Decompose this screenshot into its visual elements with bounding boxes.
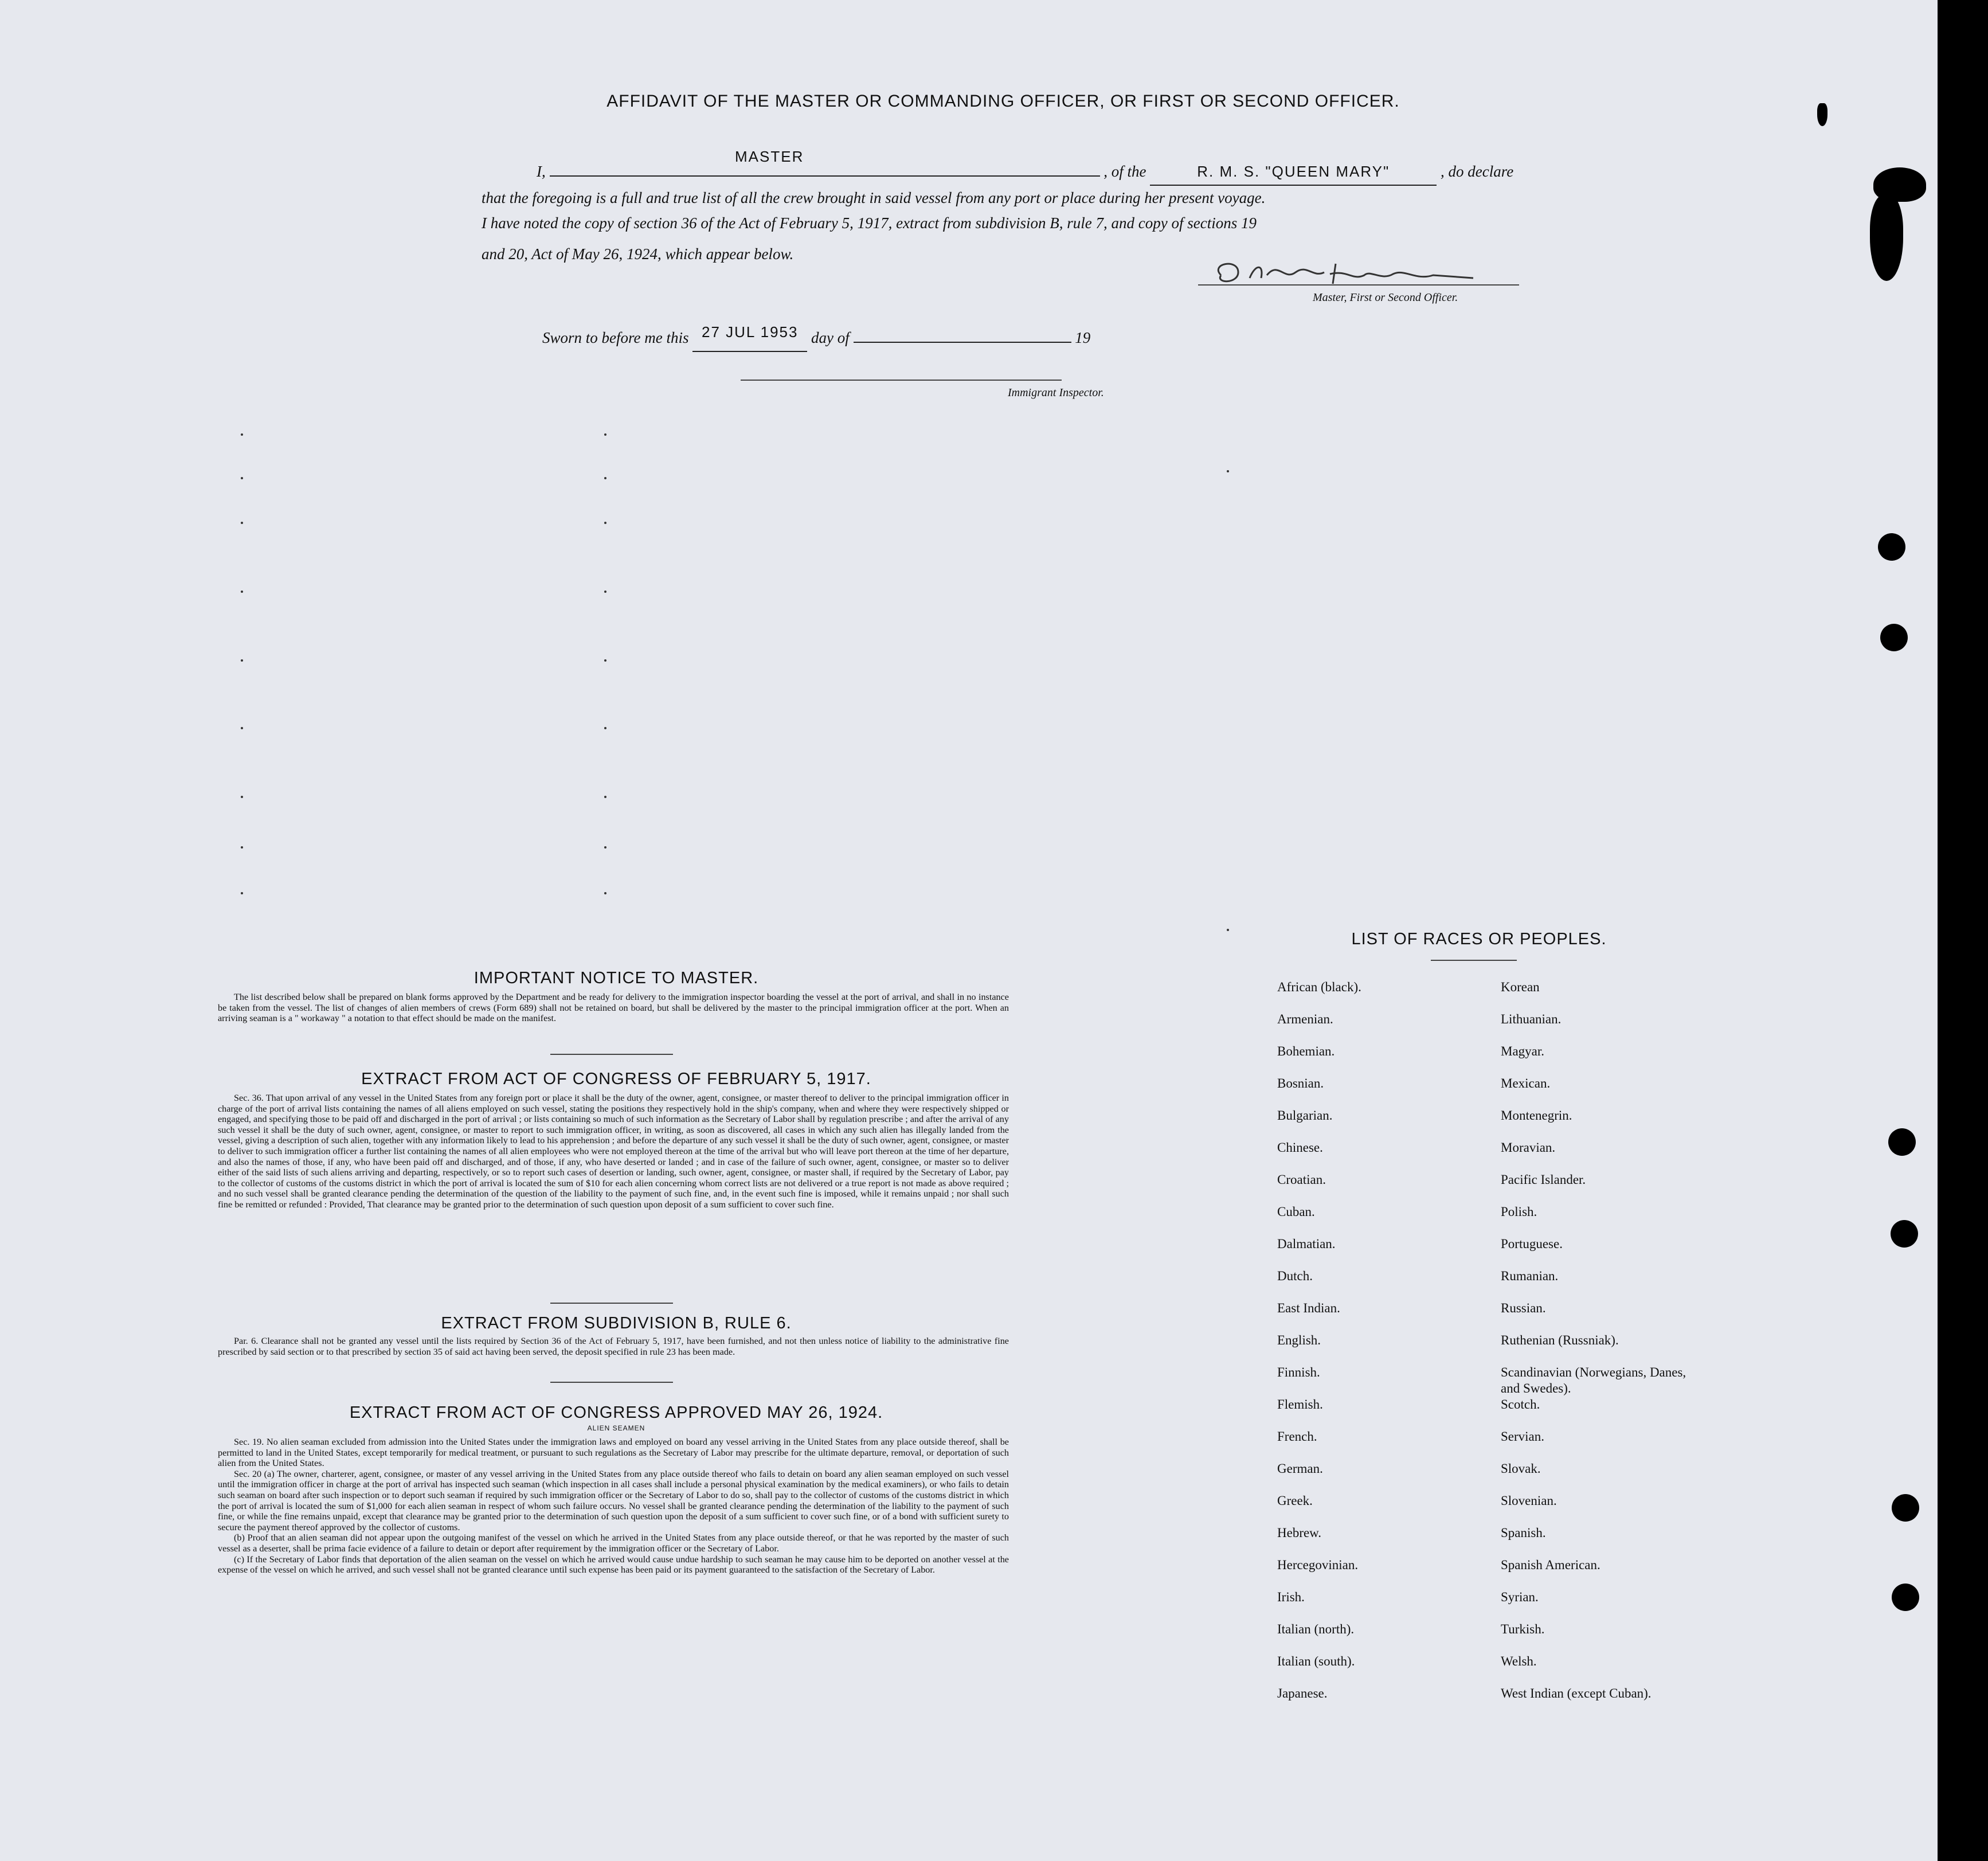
race-item: Cuban. (1277, 1205, 1315, 1219)
sec19: Sec. 19. No alien seaman excluded from admission into the United States under the immigration laws and employed on board any vessel arriving in the United States from any place outside thereof, shall be permitted to land in the United States, except temporarily for medical treatment, or pursuant to such regulations as the Secretary of Labor may prescribe for the ultimate departure, removal, or deportation of such alien from the United States. (218, 1437, 1009, 1469)
race-item: Armenian. (1277, 1012, 1333, 1026)
month-blank (854, 342, 1071, 343)
day-of-text: day of (811, 329, 850, 346)
guide-dot (241, 433, 243, 436)
inspector-line (741, 380, 1062, 381)
race-item: Montenegrin. (1501, 1108, 1572, 1123)
signature (1198, 252, 1519, 292)
extract-1917-body: Sec. 36. That upon arrival of any vessel in the United States from any foreign port or place it shall be the duty of the owner, agent, consignee, or master thereof to deliver to the principal immigration officer in charge of the port of arrival lists containing the names of all aliens employed on such vessel, stating the positions they respectively hold in the ship's company, when and where they were respectively shipped or engaged, and specifying those to be paid off and discharged in the port of arrival ; or lists containing so much of such information as the Secretary of Labor shall by regulation prescribe ; and after the arrival of any such vessel it shall be the duty of such owner, agent, consignee, or master to report to such immigration officer, in writing, as soon as discovered, all cases in which any such alien has illegally landed from the vessel, giving a description of such alien, together with any information likely to lead to his apprehension ; and before the departure of any such vessel it shall be the duty of such owner, agent, consignee, or master to deliver to such immigration officer a further list containing the names of all alien employees who were not employed thereon at the time of the arrival but who will leave port thereon at the time of her departure, and also the names of those, if any, who have been paid off and discharged, and of those, if any, who have deserted or landed ; and in case of the failure of such owner, agent, consignee, or master so to deliver either of the said lists of such aliens arriving and departing, respectively, or so to report such cases of desertion or landing, such owner, agent, consignee, or master shall, if required by the Secretary of Labor, pay to the collector of customs of the customs district in which the port of arrival is located the sum of $10 for each alien concerning whom correct lists are not delivered or a true report is not made as above required ; and no such vessel shall be granted clearance pending the determination of the question of the liability to the payment of such fine, and, in the event such fine is imposed, while it remains unpaid ; nor shall such fine be remitted or refunded : Provided, That clearance may be granted prior to the determination of such question upon deposit of a sum sufficient to cover such fine. (218, 1093, 1009, 1210)
race-item: Japanese. (1277, 1686, 1328, 1700)
race-item: West Indian (except Cuban). (1501, 1686, 1652, 1700)
word-of-the: , of the (1103, 163, 1146, 180)
guide-dot (241, 477, 243, 479)
race-item: Bulgarian. (1277, 1108, 1333, 1123)
sec20b: (b) Proof that an alien seaman did not appear upon the outgoing manifest of the vessel on which he arrived in the United States from any place outside thereof, or that he was reported by the master of such vessel as a deserter, shall be prima facie evidence of a failure to detain or deport after requirement by the immigration officer or the Secretary of Labor. (218, 1532, 1009, 1554)
declaration-line-2: that the foregoing is a full and true list of all the crew brought in said vessel from any port or place during her present voyage. (482, 189, 1266, 206)
race-item: Spanish. (1501, 1526, 1546, 1540)
race-item: Chinese. (1277, 1140, 1323, 1155)
inspector-caption: Immigrant Inspector. (1008, 386, 1104, 399)
guide-dot (241, 591, 243, 593)
sec20c: (c) If the Secretary of Labor finds that deportation of the alien seaman on the vessel on which he arrived would cause undue hardship to such seaman he may cause him to be deported on another vessel at the expense of the vessel on which he arrived, and such vessel shall not be granted clearance until such expense has been paid or its payment guaranteed to the satisfaction of the Secretary of Labor. (218, 1554, 1009, 1575)
signature-caption: Master, First or Second Officer. (1313, 291, 1458, 304)
signature-line (1198, 284, 1519, 286)
vessel-blank (1150, 158, 1437, 186)
race-item: German. (1277, 1461, 1323, 1476)
race-item: Scotch. (1501, 1397, 1540, 1412)
divider (550, 1303, 673, 1304)
binder-hole (1888, 1128, 1916, 1156)
race-item: Russian. (1501, 1301, 1546, 1315)
word-do-declare: , do declare (1441, 163, 1514, 180)
declaration-line-4: and 20, Act of May 26, 1924, which appear below. (482, 245, 794, 263)
guide-dot (604, 522, 606, 524)
race-item: Mexican. (1501, 1076, 1551, 1090)
race-item: Magyar. (1501, 1044, 1545, 1058)
race-item: Italian (north). (1277, 1622, 1355, 1636)
declaration-line-3: I have noted the copy of section 36 of the Act of February 5, 1917, extract from subdivision B, rule 7, and copy of sections 19 (482, 214, 1257, 232)
race-item: Slovak. (1501, 1461, 1541, 1476)
race-item: Servian. (1501, 1429, 1545, 1444)
guide-dot (241, 892, 243, 894)
notice-body: The list described below shall be prepared on blank forms approved by the Department and be ready for delivery to the immigration inspector boarding the vessel at the port of arrival, and shall in no instance be taken from the vessel. The list of changes of alien members of crews (Form 689) shall not be retained on board, but shall be delivered by the master to the principal immigration officer at the port. When an arriving seaman is a " workaway " a notation to that effect should be made on the manifest. (218, 992, 1009, 1024)
race-item: Finnish. (1277, 1365, 1320, 1379)
sec20a: Sec. 20 (a) The owner, charterer, agent, consignee, or master of any vessel arriving in the United States from any place outside thereof who fails to detain on board any alien seaman employed on such vessel until the immigration officer in charge at the port of arrival has inspected such seaman (which inspection in all cases shall include a personal physical examination by the medical examiners), or who fails to detain such seaman on board after such inspection or to deport such seaman if required by such immigration officer or the Secretary of Labor to do so, shall pay to the collector of customs of the customs district in which the port of arrival is located the sum of $1,000 for each alien seaman in respect of whom such failure occurs. No vessel shall be granted clearance pending the determination of the liability to the payment of such fine, or while the fine remains unpaid, except that clearance may be granted prior to the determination of such question upon the deposit of a sum sufficient to cover such fine, or of a bond with sufficient surety to secure the payment thereof approved by the collector of customs. (218, 1468, 1009, 1532)
race-item: Scandinavian (Norwegians, Danes, and Swedes). (1501, 1365, 1686, 1395)
race-item: Korean (1501, 980, 1540, 994)
race-item: Slovenian. (1501, 1494, 1557, 1508)
extract-1924-title: EXTRACT FROM ACT OF CONGRESS APPROVED MAY 26, 1924. (349, 1403, 883, 1422)
word-i: I, (537, 163, 546, 180)
race-item: Welsh. (1501, 1654, 1537, 1668)
race-item: Hercegovinian. (1277, 1558, 1359, 1572)
race-item: Ruthenian (Russniak). (1501, 1333, 1619, 1347)
race-item: English. (1277, 1333, 1321, 1347)
guide-dot (604, 433, 606, 436)
race-item: Polish. (1501, 1205, 1537, 1219)
sworn-line (542, 324, 1090, 352)
affidavit-title: AFFIDAVIT OF THE MASTER OR COMMANDING OFFICER, OR FIRST OR SECOND OFFICER. (606, 92, 1400, 111)
race-item: Greek. (1277, 1494, 1313, 1508)
race-item: Bosnian. (1277, 1076, 1324, 1090)
notice-title: IMPORTANT NOTICE TO MASTER. (473, 969, 759, 987)
guide-dot (241, 659, 243, 662)
guide-dot (604, 892, 606, 894)
race-item: Moravian. (1501, 1140, 1556, 1155)
race-item: Bohemian. (1277, 1044, 1335, 1058)
race-item: African (black). (1277, 980, 1361, 994)
year-text: 19 (1075, 329, 1091, 346)
guide-dot (604, 591, 606, 593)
declaration-line-1 (537, 158, 1513, 186)
race-item: Lithuanian. (1501, 1012, 1562, 1026)
race-item: Croatian. (1277, 1172, 1326, 1187)
ink-mark (1817, 103, 1827, 126)
race-item: Italian (south). (1277, 1654, 1355, 1668)
master-filled-value: MASTER (735, 148, 804, 165)
guide-dot (604, 477, 606, 479)
binder-hole (1891, 1220, 1918, 1248)
race-item: Spanish American. (1501, 1558, 1600, 1572)
scan-edge (1938, 0, 1988, 1861)
rule6-body: Par. 6. Clearance shall not be granted any vessel until the lists required by Section 36 of the Act of February 5, 1917, have been furnished, and not then unless notice of liability to the administrative fine prescribed by said section or to that prescribed by section 35 of said act having been served, the deposit specified in rule 23 has been made. (218, 1336, 1009, 1357)
binder-hole (1892, 1494, 1919, 1522)
sworn-text: Sworn to before me this (542, 329, 689, 346)
guide-dot (1227, 470, 1229, 472)
race-item: Hebrew. (1277, 1526, 1322, 1540)
divider (1431, 960, 1517, 961)
race-item: Dalmatian. (1277, 1237, 1336, 1251)
vessel-filled-value: R. M. S. "QUEEN MARY" (1197, 163, 1390, 180)
rule6-title: EXTRACT FROM SUBDIVISION B, RULE 6. (441, 1314, 792, 1332)
guide-dot (241, 846, 243, 849)
signature-scribble (1198, 252, 1519, 292)
binder-hole (1878, 533, 1905, 561)
race-item: Syrian. (1501, 1590, 1539, 1604)
race-item: Dutch. (1277, 1269, 1313, 1283)
guide-dot (1227, 929, 1229, 931)
extract-1924-body (218, 1437, 1009, 1575)
race-item: Turkish. (1501, 1622, 1545, 1636)
races-title: LIST OF RACES OR PEOPLES. (1351, 930, 1607, 948)
guide-dot (241, 796, 243, 798)
name-blank (550, 175, 1100, 177)
stamp-date: 27 JUL 1953 (702, 323, 799, 341)
guide-dot (604, 727, 606, 729)
guide-dot (604, 846, 606, 849)
binder-hole (1880, 624, 1908, 651)
divider (550, 1054, 673, 1055)
race-item: Rumanian. (1501, 1269, 1559, 1283)
date-blank (692, 324, 807, 352)
extract-1924-subtitle: ALIEN SEAMEN (587, 1424, 645, 1432)
guide-dot (604, 796, 606, 798)
binder-hole (1892, 1584, 1919, 1611)
race-item: Portuguese. (1501, 1237, 1563, 1251)
divider (550, 1382, 673, 1383)
guide-dot (604, 659, 606, 662)
guide-dot (241, 522, 243, 524)
extract-1917-title: EXTRACT FROM ACT OF CONGRESS OF FEBRUARY 5, 1917. (361, 1070, 871, 1088)
race-item: East Indian. (1277, 1301, 1340, 1315)
race-item: Pacific Islander. (1501, 1172, 1586, 1187)
race-item: French. (1277, 1429, 1317, 1444)
guide-dot (241, 727, 243, 729)
ink-blot (1870, 195, 1903, 281)
race-item: Flemish. (1277, 1397, 1323, 1412)
race-item: Irish. (1277, 1590, 1305, 1604)
